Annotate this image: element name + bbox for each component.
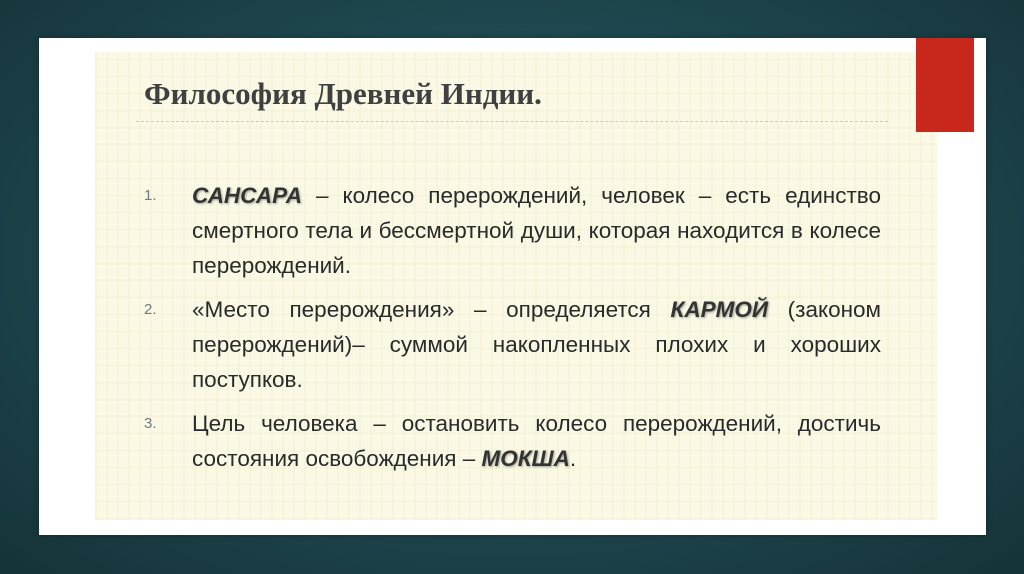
list-item-text: (законом перерождений)– суммой накопленных плохих и хороших поступков.	[192, 297, 881, 392]
list-item-karma	[144, 292, 881, 397]
list-number: 2.	[144, 301, 157, 318]
numbered-list	[144, 178, 881, 476]
list-item-text: – колесо перерождений, человек – есть единство смертного тела и бессмертной души, которая находится в колесе перерождений.	[192, 183, 881, 278]
list-item-samsara	[144, 178, 881, 283]
term-samsara: САНСАРА	[192, 183, 302, 208]
term-karma: КАРМОЙ	[670, 297, 769, 322]
list-number: 3.	[144, 415, 157, 432]
list-item-moksha	[144, 406, 881, 476]
list-item-text: «Место перерождения» – определяется	[192, 297, 671, 322]
slide-title: Философия Древней Индии.	[144, 76, 542, 111]
red-accent-block	[916, 38, 974, 132]
list-number: 1.	[144, 187, 157, 204]
title-divider	[136, 121, 888, 122]
term-moksha: МОКША	[481, 446, 570, 471]
list-item-text: .	[569, 446, 577, 471]
list-item-text: Цель человека – остановить колесо перерождений, достичь состояния освобождения –	[192, 411, 881, 471]
